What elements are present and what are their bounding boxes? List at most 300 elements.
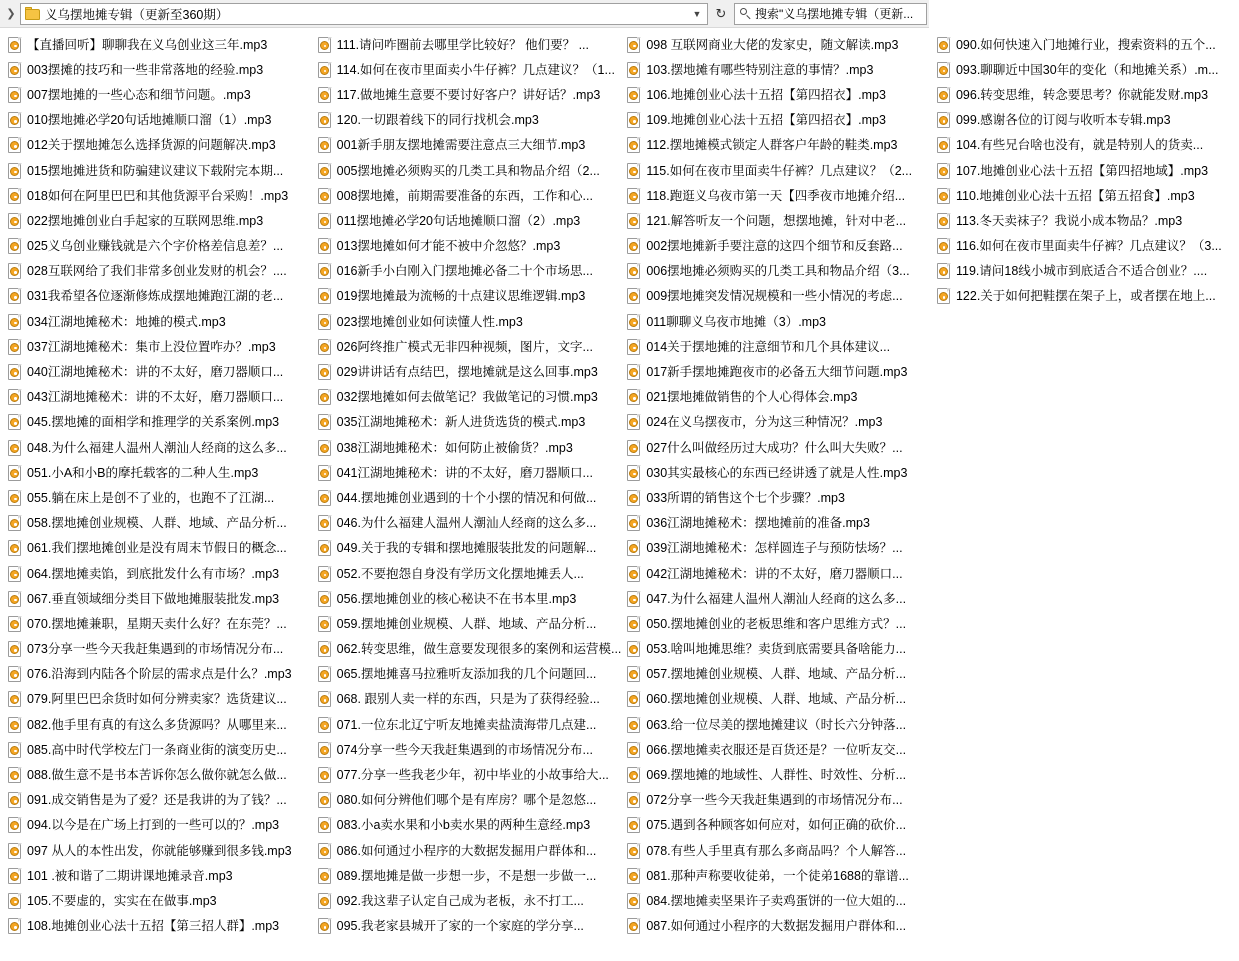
file-list-item[interactable] (0, 82, 310, 107)
file-name-label: 077.分享一些我老少年，初中毕业的小故事给大... (336, 768, 609, 783)
chevron-down-icon[interactable]: ▼ (692, 8, 702, 19)
file-name-label: 115.如何在夜市里面卖牛仔裤？几点建议？（2... (646, 163, 913, 178)
file-list-item[interactable] (310, 259, 620, 284)
file-list-item[interactable] (0, 611, 310, 636)
audio-file-icon (318, 137, 332, 153)
file-list-item[interactable] (619, 359, 929, 384)
file-name-label: 056.摆地摊创业的核心秘诀不在书本里.mp3 (336, 591, 577, 606)
file-name-label: 055.躺在床上是创不了业的，也跑不了江湖... (27, 490, 275, 505)
file-name-label: 001新手朋友摆地摊需要注意点三大细节.mp3 (336, 138, 586, 153)
file-list-item[interactable] (0, 334, 310, 359)
audio-file-icon (318, 112, 332, 128)
audio-file-icon (937, 263, 951, 279)
file-name-label: 117.做地摊生意要不要讨好客户？讲好话？.mp3 (336, 87, 601, 102)
file-list-item[interactable] (619, 712, 929, 737)
file-list-item[interactable] (619, 586, 929, 611)
file-list-item[interactable] (929, 32, 1239, 57)
file-list-item[interactable] (0, 385, 310, 410)
file-name-label: 113.冬天卖袜子？我说小成本物品？.mp3 (955, 213, 1183, 228)
file-name-label: 021摆地摊做销售的个人心得体会.mp3 (646, 390, 858, 405)
file-list-item[interactable] (0, 838, 310, 863)
audio-file-icon (318, 843, 332, 859)
file-name-label: 072分享一些今天我赶集遇到的市场情况分布... (646, 793, 903, 808)
file-name-label: 046.为什么福建人温州人潮汕人经商的这么多... (336, 516, 597, 531)
file-name-label: 095.我老家县城开了家的一个家庭的学分享... (336, 919, 584, 934)
file-name-label: 078.有些人手里真有那么多商品吗？个人解答... (646, 843, 907, 858)
file-list-item[interactable] (310, 485, 620, 510)
file-name-label: 097 从人的本性出发，你就能够赚到很多钱.mp3 (27, 843, 292, 858)
file-list-item[interactable] (0, 234, 310, 259)
audio-file-icon (318, 188, 332, 204)
file-list-item[interactable] (619, 485, 929, 510)
file-list-item[interactable] (310, 687, 620, 712)
file-name-label: 【直播回听】聊聊我在义乌创业这三年.mp3 (27, 37, 268, 52)
file-list-item[interactable] (310, 359, 620, 384)
file-name-label: 120.一切跟着线下的同行找机会.mp3 (336, 113, 539, 128)
file-name-label: 042江湖地摊秘术：讲的不太好，磨刀器顺口... (646, 566, 903, 581)
file-name-label: 071.一位东北辽宁听友地摊卖盐渍海带几点建... (336, 717, 597, 732)
file-list-item[interactable] (619, 813, 929, 838)
file-name-label: 064.摆地摊卖馅，到底批发什么有市场？.mp3 (27, 566, 280, 581)
file-name-label: 109.地摊创业心法十五招【第四招衣】.mp3 (646, 113, 886, 128)
audio-file-icon (8, 691, 22, 707)
address-back-chevron-icon[interactable]: ❯ (6, 8, 16, 20)
audio-file-icon (318, 566, 332, 582)
file-list-item[interactable] (0, 914, 310, 939)
audio-file-icon (627, 691, 641, 707)
file-list-item[interactable] (619, 536, 929, 561)
file-name-label: 047.为什么福建人温州人潮汕人经商的这么多... (646, 591, 907, 606)
file-list[interactable] (0, 28, 1222, 961)
audio-file-icon (8, 868, 22, 884)
file-list-item[interactable] (0, 712, 310, 737)
file-name-label: 012关于摆地摊怎么选择货源的问题解决.mp3 (27, 138, 276, 153)
search-input[interactable] (734, 3, 927, 25)
audio-file-icon (318, 37, 332, 53)
file-list-item[interactable] (0, 737, 310, 762)
file-list-item[interactable] (619, 133, 929, 158)
audio-file-icon (627, 213, 641, 229)
file-list-item[interactable] (619, 259, 929, 284)
file-list-item[interactable] (310, 838, 620, 863)
file-list-item[interactable] (310, 158, 620, 183)
audio-file-icon (627, 137, 641, 153)
file-name-label: 098 互联网商业大佬的发家史，随文解读.mp3 (646, 37, 899, 52)
file-list-item[interactable] (0, 460, 310, 485)
audio-file-icon (8, 742, 22, 758)
file-list-item[interactable] (0, 586, 310, 611)
file-name-label: 044.摆地摊创业遇到的十个小摆的情况和何做... (336, 490, 597, 505)
file-list-item[interactable] (929, 108, 1239, 133)
audio-file-icon (8, 364, 22, 380)
audio-file-icon (318, 893, 332, 909)
file-list-item[interactable] (619, 82, 929, 107)
file-name-label: 052.不要抱怨自身没有学历文化摆地摊丢人... (336, 566, 584, 581)
file-name-label: 110.地摊创业心法十五招【第五招食】.mp3 (955, 188, 1195, 203)
file-list-item[interactable] (0, 888, 310, 913)
file-list-item[interactable] (0, 108, 310, 133)
file-list-item[interactable] (0, 208, 310, 233)
file-list-item[interactable] (619, 737, 929, 762)
file-name-label: 029讲讲话有点结巴，摆地摊就是这么回事.mp3 (336, 365, 598, 380)
file-name-label: 036江湖地摊秘术：摆地摊前的准备.mp3 (646, 516, 870, 531)
file-list-item[interactable] (619, 762, 929, 787)
file-list-item[interactable] (310, 208, 620, 233)
file-name-label: 086.如何通过小程序的大数据发掘用户群体和... (336, 843, 597, 858)
file-list-item[interactable] (0, 359, 310, 384)
audio-file-icon (8, 62, 22, 78)
audio-file-icon (318, 817, 332, 833)
file-list-item[interactable] (310, 536, 620, 561)
file-list-item[interactable] (619, 57, 929, 82)
audio-file-icon (318, 87, 332, 103)
file-name-label: 083.小a卖水果和小b卖水果的两种生意经.mp3 (336, 818, 591, 833)
file-name-label: 121.解答听友一个问题，想摆地摊，针对中老... (646, 213, 907, 228)
file-list-item[interactable] (0, 57, 310, 82)
audio-file-icon (627, 616, 641, 632)
audio-file-icon (627, 465, 641, 481)
refresh-icon[interactable]: ↻ (715, 5, 727, 21)
file-list-item[interactable] (0, 435, 310, 460)
file-name-label: 073分享一些今天我赶集遇到的市场情况分布... (27, 642, 284, 657)
file-name-label: 022摆地摊创业白手起家的互联网思维.mp3 (27, 213, 264, 228)
file-name-label: 003摆摊的技巧和一些非常落地的经验.mp3 (27, 62, 264, 77)
file-list-item[interactable] (310, 385, 620, 410)
file-name-label: 081.那种声称要收徒弟，一个徒弟1688的靠谱... (646, 868, 909, 883)
audio-file-icon (8, 263, 22, 279)
file-list-item[interactable] (619, 410, 929, 435)
file-name-label: 016新手小白刚入门摆地摊必备二十个市场思... (336, 264, 593, 279)
file-name-label: 067.垂直领域细分类目下做地摊服装批发.mp3 (27, 591, 280, 606)
file-list-item[interactable] (929, 158, 1239, 183)
file-list-item[interactable] (929, 133, 1239, 158)
audio-file-icon (8, 918, 22, 934)
file-name-label: 122.关于如何把鞋摆在架子上，或者摆在地上... (955, 289, 1216, 304)
file-list-item[interactable] (310, 32, 620, 57)
file-name-label: 026阿终推广模式无非四种视频，图片，文字... (336, 339, 593, 354)
file-list-item[interactable] (619, 234, 929, 259)
audio-file-icon (627, 163, 641, 179)
file-name-label: 008摆地摊，前期需要准备的东西，工作和心... (336, 188, 593, 203)
file-name-label: 025义乌创业赚钱就是六个字价格差信息差？... (27, 239, 284, 254)
audio-file-icon (627, 490, 641, 506)
file-list-item[interactable] (310, 914, 620, 939)
file-list-item[interactable] (619, 460, 929, 485)
audio-file-icon (627, 717, 641, 733)
file-list-item[interactable] (0, 485, 310, 510)
audio-file-icon (627, 817, 641, 833)
audio-file-icon (318, 490, 332, 506)
audio-file-icon (8, 87, 22, 103)
audio-file-icon (318, 515, 332, 531)
audio-file-icon (8, 515, 22, 531)
file-name-label: 009摆地摊突发情况规模和一些小情况的考虑... (646, 289, 903, 304)
audio-file-icon (8, 213, 22, 229)
audio-file-icon (627, 288, 641, 304)
file-list-item[interactable] (619, 32, 929, 57)
file-list-item[interactable] (0, 511, 310, 536)
file-list-item[interactable] (619, 863, 929, 888)
audio-file-icon (318, 440, 332, 456)
file-name-label: 118.跑逛义乌夜市第一天【四季夜市地摊介绍... (646, 188, 906, 203)
file-list-item[interactable] (310, 234, 620, 259)
audio-file-icon (937, 238, 951, 254)
file-name-label: 040江湖地摊秘术：讲的不太好，磨刀器顺口... (27, 365, 284, 380)
audio-file-icon (318, 918, 332, 934)
audio-file-icon (8, 163, 22, 179)
file-name-label: 048.为什么福建人温州人潮汕人经商的这么多... (27, 440, 287, 455)
file-name-label: 049.关于我的专辑和摆地摊服装批发的问题解... (336, 541, 597, 556)
file-name-label: 005摆地摊必须购买的几类工具和物品介绍（2... (336, 163, 600, 178)
file-list-item[interactable] (310, 788, 620, 813)
file-list-item[interactable] (929, 259, 1239, 284)
file-list-item[interactable] (0, 183, 310, 208)
file-name-label: 103.摆地摊有哪些特别注意的事情？.mp3 (646, 62, 874, 77)
audio-file-icon (627, 263, 641, 279)
file-name-label: 094.以今是在广场上打到的一些可以的？.mp3 (27, 818, 280, 833)
file-name-label: 075.遇到各种顾客如何应对，如何正确的砍价... (646, 818, 907, 833)
audio-file-icon (8, 641, 22, 657)
file-list-item[interactable] (0, 410, 310, 435)
audio-file-icon (937, 37, 951, 53)
audio-file-icon (627, 62, 641, 78)
file-list-item[interactable] (0, 863, 310, 888)
address-bar[interactable] (20, 3, 708, 25)
audio-file-icon (318, 62, 332, 78)
file-list-item[interactable] (310, 133, 620, 158)
file-list-item[interactable] (310, 737, 620, 762)
file-list-item[interactable] (619, 838, 929, 863)
file-name-label: 033所谓的销售这个七个步骤？.mp3 (646, 490, 845, 505)
file-list-item[interactable] (619, 888, 929, 913)
file-list-item[interactable] (619, 158, 929, 183)
file-name-label: 045.摆地摊的面相学和推理学的关系案例.mp3 (27, 415, 280, 430)
audio-file-icon (937, 213, 951, 229)
file-name-label: 014关于摆地摊的注意细节和几个具体建议... (646, 339, 891, 354)
file-list-item[interactable] (619, 309, 929, 334)
audio-file-icon (627, 414, 641, 430)
file-list-item[interactable] (0, 687, 310, 712)
file-list-item[interactable] (929, 234, 1239, 259)
audio-file-icon (8, 566, 22, 582)
audio-file-icon (8, 893, 22, 909)
file-name-label: 043江湖地摊秘术：讲的不太好，磨刀器顺口... (27, 390, 284, 405)
file-list-item[interactable] (310, 410, 620, 435)
audio-file-icon (627, 641, 641, 657)
file-list-item[interactable] (310, 284, 620, 309)
file-name-label: 019摆地摊最为流畅的十点建议思维逻辑.mp3 (336, 289, 586, 304)
file-list-item[interactable] (310, 863, 620, 888)
file-list-item[interactable] (929, 208, 1239, 233)
audio-file-icon (8, 188, 22, 204)
audio-file-icon (937, 137, 951, 153)
file-list-item[interactable] (0, 637, 310, 662)
file-list-item[interactable] (310, 637, 620, 662)
file-list-item[interactable] (619, 788, 929, 813)
file-name-label: 114.如何在夜市里面卖小牛仔裤？几点建议？（1... (336, 62, 615, 77)
audio-file-icon (318, 666, 332, 682)
file-name-label: 039江湖地摊秘术：怎样圆连子与预防怯场？... (646, 541, 903, 556)
file-name-label: 053.啥叫地摊思维？卖货到底需要具备啥能力... (646, 642, 907, 657)
audio-file-icon (8, 717, 22, 733)
file-list-item[interactable] (0, 284, 310, 309)
file-list-item[interactable] (619, 561, 929, 586)
file-list-item[interactable] (619, 637, 929, 662)
file-list-item[interactable] (0, 536, 310, 561)
file-list-item[interactable] (619, 334, 929, 359)
file-list-item[interactable] (310, 762, 620, 787)
file-name-label: 038江湖地摊秘术：如何防止被偷货？.mp3 (336, 440, 573, 455)
file-list-item[interactable] (619, 611, 929, 636)
file-list-item[interactable] (310, 662, 620, 687)
audio-file-icon (318, 213, 332, 229)
file-name-label: 104.有些兄台啥也没有，就是特别人的货卖... (955, 138, 1204, 153)
audio-file-icon (8, 616, 22, 632)
audio-file-icon (8, 792, 22, 808)
file-name-label: 084.摆地摊卖坚果许子卖鸡蛋饼的一位大姐的... (646, 893, 907, 908)
audio-file-icon (8, 288, 22, 304)
file-name-label: 002摆地摊新手要注意的这四个细节和反套路... (646, 239, 903, 254)
file-name-label: 017新手摆地摊跑夜市的必备五大细节问题.mp3 (646, 365, 908, 380)
audio-file-icon (937, 188, 951, 204)
file-list-item[interactable] (310, 712, 620, 737)
file-list-item[interactable] (310, 57, 620, 82)
file-name-label: 010摆地摊必学20句话地摊顺口溜（1）.mp3 (27, 113, 272, 128)
file-list-item[interactable] (0, 813, 310, 838)
file-list-item[interactable] (310, 183, 620, 208)
audio-file-icon (627, 238, 641, 254)
file-name-label: 011聊聊义乌夜市地摊（3）.mp3 (646, 314, 826, 329)
file-name-label: 069.摆地摊的地域性、人群性、时效性、分析... (646, 768, 907, 783)
audio-file-icon (318, 339, 332, 355)
file-list-item[interactable] (310, 82, 620, 107)
file-list-item[interactable] (310, 586, 620, 611)
file-name-label: 087.如何通过小程序的大数据发掘用户群体和... (646, 919, 907, 934)
audio-file-icon (8, 389, 22, 405)
file-list-item[interactable] (310, 813, 620, 838)
audio-file-icon (937, 288, 951, 304)
file-name-label: 092.我这辈子认定自己成为老板，永不打工... (336, 893, 584, 908)
file-list-item[interactable] (619, 183, 929, 208)
audio-file-icon (318, 465, 332, 481)
file-name-label: 108.地摊创业心法十五招【第三招人群】.mp3 (27, 919, 280, 934)
file-list-item[interactable] (0, 788, 310, 813)
file-list-item[interactable] (310, 108, 620, 133)
file-name-label: 058.摆地摊创业规模、人群、地域、产品分析... (27, 516, 287, 531)
audio-file-icon (627, 918, 641, 934)
search-icon (739, 7, 752, 20)
file-list-item[interactable] (310, 888, 620, 913)
file-list-item[interactable] (619, 914, 929, 939)
file-list-item[interactable] (619, 511, 929, 536)
file-name-label: 059.摆地摊创业规模、人群、地域、产品分析... (336, 616, 597, 631)
audio-file-icon (627, 440, 641, 456)
audio-file-icon (318, 767, 332, 783)
audio-file-icon (318, 414, 332, 430)
audio-file-icon (627, 868, 641, 884)
audio-file-icon (8, 767, 22, 783)
file-name-label: 096.转变思维，转念要思考？你就能发财.mp3 (955, 87, 1209, 102)
file-name-label: 112.摆地摊模式锁定人群客户年龄的鞋类.mp3 (646, 138, 898, 153)
audio-file-icon (318, 540, 332, 556)
audio-file-icon (8, 490, 22, 506)
file-name-label: 070.摆地摊兼职，星期天卖什么好？在东莞？... (27, 616, 287, 631)
file-name-label: 085.高中时代学校左门一条商业街的演变历史... (27, 742, 287, 757)
file-list-item[interactable] (0, 762, 310, 787)
file-list-item[interactable] (929, 57, 1239, 82)
file-name-label: 089.摆地摊是做一步想一步，不是想一步做一... (336, 868, 597, 883)
file-list-item[interactable] (0, 158, 310, 183)
audio-file-icon (627, 893, 641, 909)
file-list-item[interactable] (619, 435, 929, 460)
audio-file-icon (318, 616, 332, 632)
file-name-label: 035江湖地摊秘术：新人进货选货的模式.mp3 (336, 415, 586, 430)
file-list-item[interactable] (310, 611, 620, 636)
file-name-label: 027什么叫做经历过大成功？什么叫大失败？... (646, 440, 903, 455)
file-list-item[interactable] (0, 133, 310, 158)
file-list-item[interactable] (0, 309, 310, 334)
file-name-label: 051.小A和小B的摩托载客的二种人生.mp3 (27, 465, 259, 480)
file-name-label: 088.做生意不是书本苦诉你怎么做你就怎么做... (27, 768, 287, 783)
file-list-item[interactable] (310, 561, 620, 586)
file-list-item[interactable] (929, 183, 1239, 208)
file-list-item[interactable] (929, 284, 1239, 309)
audio-file-icon (937, 62, 951, 78)
file-list-item[interactable] (619, 385, 929, 410)
file-list-item[interactable] (0, 32, 310, 57)
file-list-item[interactable] (310, 511, 620, 536)
audio-file-icon (627, 666, 641, 682)
folder-icon (25, 7, 41, 21)
file-name-label: 068. 跟别人卖一样的东西，只是为了获得经验... (336, 692, 600, 707)
file-list-item[interactable] (310, 460, 620, 485)
file-list-item[interactable] (0, 561, 310, 586)
file-list-item[interactable] (619, 662, 929, 687)
file-list-item[interactable] (0, 259, 310, 284)
audio-file-icon (8, 817, 22, 833)
file-name-label: 011摆地摊必学20句话地摊顺口溜（2）.mp3 (336, 213, 581, 228)
audio-file-icon (318, 717, 332, 733)
file-name-label: 032摆地摊如何去做笔记？我做笔记的习惯.mp3 (336, 390, 598, 405)
audio-file-icon (627, 364, 641, 380)
audio-file-icon (627, 767, 641, 783)
file-name-label: 030其实最核心的东西已经讲透了就是人性.mp3 (646, 465, 908, 480)
file-name-label: 018如何在阿里巴巴和其他货源平台采购！.mp3 (27, 188, 289, 203)
file-list-item[interactable] (310, 309, 620, 334)
audio-file-icon (627, 37, 641, 53)
file-list-item[interactable] (929, 82, 1239, 107)
file-list-item[interactable] (0, 662, 310, 687)
file-name-label: 041江湖地摊秘术：讲的不太好，磨刀器顺口... (336, 465, 593, 480)
audio-file-icon (627, 843, 641, 859)
file-list-item[interactable] (619, 108, 929, 133)
file-list-item[interactable] (619, 284, 929, 309)
audio-file-icon (8, 440, 22, 456)
audio-file-icon (318, 742, 332, 758)
file-list-item[interactable] (619, 208, 929, 233)
file-name-label: 111.请问咋圈前去哪里学比较好？ 他们要？ ... (336, 37, 589, 52)
file-name-label: 065.摆地摊喜马拉雅听友添加我的几个问题回... (336, 667, 597, 682)
audio-file-icon (937, 87, 951, 103)
audio-file-icon (318, 389, 332, 405)
audio-file-icon (318, 263, 332, 279)
audio-file-icon (318, 238, 332, 254)
file-name-label: 037江湖地摊秘术：集市上没位置咋办？.mp3 (27, 339, 276, 354)
file-list-item[interactable] (310, 435, 620, 460)
file-list-item[interactable] (619, 687, 929, 712)
file-list-item[interactable] (310, 334, 620, 359)
audio-file-icon (937, 112, 951, 128)
